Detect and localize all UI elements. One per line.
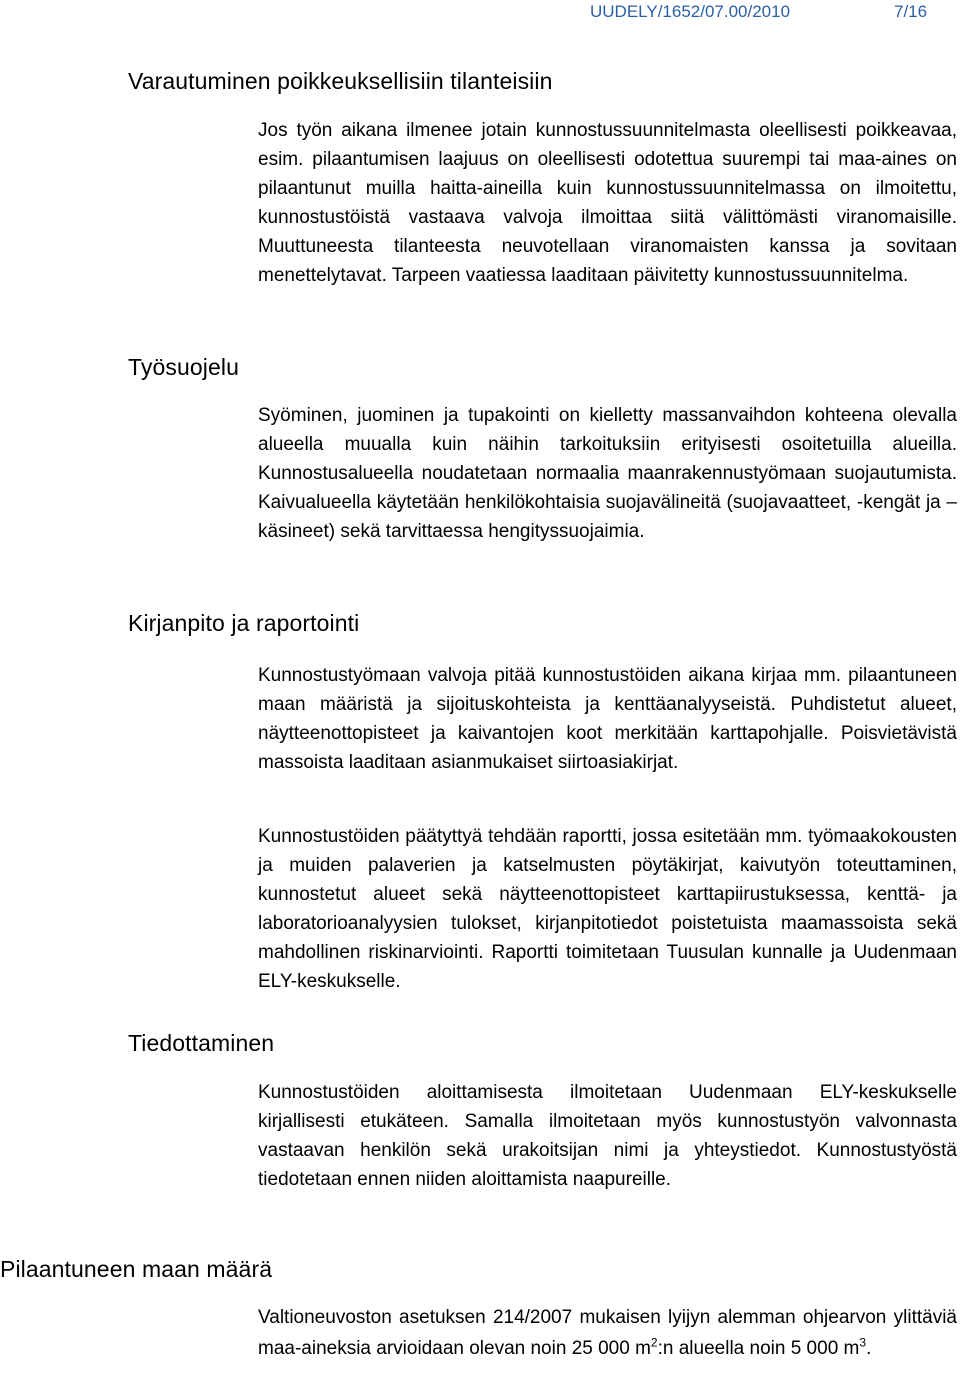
paragraph-kirjanpito-1: Kunnostustyömaan valvoja pitää kunnostustöiden aikana kirjaa mm. pilaantuneen maan määristä ja sijoituskohteista ja kenttäanalyyseistä. Puhdistetut alueet, näytteenottopisteet ja kaivantojen koot merkitään karttapohjalle. Poisvietävistä massoista laaditaan asianmukaiset siirtoasiakirjat. — [258, 665, 957, 773]
heading-pilaantuneen: Pilaantuneen maan määrä — [0, 1256, 273, 1282]
paragraph-pilaantuneen — [258, 1302, 957, 1364]
heading-varautuminen: Varautuminen poikkeuksellisiin tilanteisiin — [128, 68, 553, 94]
superscript-volume-unit: 3 — [859, 1335, 867, 1350]
paragraph-pilaantuneen-part1: Valtioneuvoston asetuksen 214/2007 mukaisen lyijyn alemman ohjearvon ylittäviä maa-aineksia arvioidaan olevan noin 25 000 m — [258, 1307, 957, 1359]
superscript-area-unit: 2 — [650, 1335, 658, 1350]
paragraph-varautuminen: Jos työn aikana ilmenee jotain kunnostussuunnitelmasta oleellisesti poikkeavaa, esim. pilaantumisen laajuus on oleellisesti odotettua suurempi tai maa-aines on pilaantunut muilla haitta-aineilla kuin kunnostussuunnitelmassa on ilmoitettu, kunnostustöistä vastaava valvoja ilmoittaa siitä välittömästi viranomaisille. Muuttuneesta tilanteesta neuvotellaan viranomaisten kanssa ja sovitaan menettelytavat. Tarpeen vaatiessa laaditaan päivitetty kunnostussuunnitelma. — [258, 120, 957, 286]
heading-kirjanpito: Kirjanpito ja raportointi — [128, 610, 360, 636]
paragraph-pilaantuneen-part2: :n alueella noin 5 000 m — [657, 1338, 860, 1359]
heading-tiedottaminen: Tiedottaminen — [128, 1030, 275, 1056]
paragraph-pilaantuneen-part3: . — [866, 1338, 872, 1359]
paragraph-kirjanpito-2: Kunnostustöiden päätyttyä tehdään raportti, jossa esitetään mm. työmaakokousten ja muiden palaverien ja katselmusten pöytäkirjat, kaivutyön toteuttaminen, kunnostetut alueet sekä näytteenottopisteet karttapiirustuksessa, kenttä- ja laboratorioanalyysien tulokset, kirjanpitotiedot poistetuista maamassoista sekä mahdollinen riskinarviointi. Raportti toimitetaan Tuusulan kunnalle ja Uudenmaan ELY-keskukselle. — [258, 826, 957, 992]
paragraph-tiedottaminen: Kunnostustöiden aloittamisesta ilmoitetaan Uudenmaan ELY-keskukselle kirjallisesti etukäteen. Samalla ilmoitetaan myös kunnostustyön valvonnasta vastaavan henkilön sekä urakoitsijan nimi ja yhteystiedot. Kunnostustyöstä tiedotetaan ennen niiden aloittamista naapureille. — [258, 1082, 957, 1190]
page-number: 7/16 — [894, 2, 928, 21]
paragraph-tyosuojelu: Syöminen, juominen ja tupakointi on kielletty massanvaihdon kohteena olevalla alueella muualla kuin näihin tarkoituksiin erityisesti osoitetuilla alueilla. Kunnostusalueella noudatetaan normaalia maanrakennustyömaan suojautumista. Kaivualueella käytetään henkilökohtaisia suojavälineitä (suojavaatteet, -kengät ja –käsineet) sekä tarvittaessa hengityssuojaimia. — [258, 405, 957, 542]
heading-tyosuojelu: Työsuojelu — [128, 354, 239, 380]
document-reference: UUDELY/1652/07.00/2010 — [590, 2, 791, 21]
